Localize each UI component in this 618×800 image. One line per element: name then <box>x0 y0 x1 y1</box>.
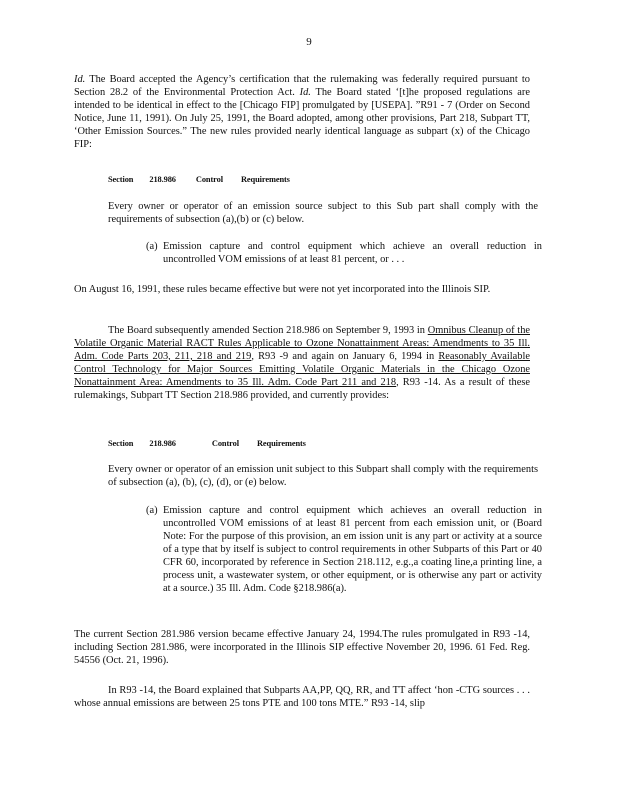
rulemaking-title: Reasonably Available Control Technology for Major Sources Emitting Volatile Organic Materials in the Chicago Ozone Nonattainment Area: Amendments to 35 Ill. Adm. Code Part 211 and 218 <box>74 351 530 388</box>
paragraph-effective: On August 16, 1991, these rules became effective but were not yet incorporated into the Illinois SIP. <box>74 284 491 295</box>
section-title-word: Requirements <box>256 439 306 448</box>
quoted-subsection-a <box>146 504 542 595</box>
paragraph-text: The Board stated ‘[t]he proposed regulations are intended to be identical in effect to the [Chicago FIP] promulgated by [USEPA]. ”R91 - 7 (Order on Second Notice, June 11, 1991). On July 25, 1991, the Board adopted, among other provisions, Part 218, Subpart TT, ‘Other Emission Sources.” The new rules provided nearly identical language as subpart (x) of the Chicago FIP: <box>74 87 530 150</box>
section-label: Section <box>108 175 134 184</box>
section-number: 218.986 <box>149 175 176 184</box>
paragraph-r93-14: In R93 -14, the Board explained that Subparts AA,PP, QQ, RR, and TT affect ‘hon -CTG sources . . . whose annual emissions are between 25 tons PTE and 100 tons MTE.” R93 -14, slip <box>74 685 530 709</box>
subsection-label: (a) <box>146 505 158 516</box>
quoted-rule-text: Every owner or operator of an emission unit subject to this Subpart shall comply with the requirements of subsection (a), (b), (c), (d), or (e) below. <box>108 464 538 488</box>
paragraph-text: , R93 -14. As a result of these rulemakings, Subpart TT Section 218.986 provided, and currently provides: <box>74 377 530 401</box>
paragraph-text: The Board accepted the Agency’s certification that the rulemaking was federally required pursuant to Section 28.2 of the Environmental Protection Act. <box>74 74 530 98</box>
section-label: Section <box>108 439 134 448</box>
section-number: 218.986 <box>149 439 176 448</box>
citation-id: Id. <box>299 87 311 98</box>
paragraph-board-accepted <box>74 73 530 151</box>
citation-id: Id. <box>74 74 86 85</box>
page-number: 9 <box>306 36 312 48</box>
subsection-label: (a) <box>146 241 158 252</box>
paragraph-current-version: The current Section 281.986 version became effective January 24, 1994.The rules promulgated in R93 -14, including Section 281.986, were incorporated in the Illinois SIP effective November 20, 1996. 61 Fed. Reg. 54556 (Oct. 21, 1996). <box>74 629 530 666</box>
quoted-rule-text: Every owner or operator of an emission source subject to this Sub part shall comply with the requirements of subsection (a),(b) or (c) below. <box>108 201 538 225</box>
section-heading <box>108 437 306 450</box>
paragraph-text: , R93 -9 and again on January 6, 1994 in <box>251 351 439 362</box>
section-heading <box>108 173 290 186</box>
section-title-word: Control <box>195 175 223 184</box>
rulemaking-title: Omnibus Cleanup of the Volatile Organic Material RACT Rules Applicable to Ozone Nonattainment Areas: Amendments to 35 Ill. Adm. Code Parts 203, 211, 218 and 219 <box>74 325 530 362</box>
subsection-text: Emission capture and control equipment which achieve an overall reduction in uncontrolled VOM emissions of at least 81 percent, or . . . <box>163 241 542 265</box>
quoted-subsection-a <box>146 240 542 266</box>
section-title-word: Control <box>211 439 239 448</box>
paragraph-text: The Board subsequently amended Section 218.986 on September 9, 1993 in <box>108 325 428 336</box>
paragraph-amended <box>74 324 530 402</box>
subsection-text: Emission capture and control equipment which achieves an overall reduction in uncontrolled VOM emissions of at least 81 percent from each emission unit, or (Board Note: For the purpose of this provision, an em ission unit is any part or activity at a source of a type that by itself is subject to control requirements in other Subparts of this Part or 40 CFR 60, incorporated by reference in Section 218.112, e.g.,a coating line,a printing line, a process unit, a wastewater system, or other equipment, or is otherwise any part or activity at a source.) 35 Ill. Adm. Code §218.986(a). <box>163 505 542 594</box>
section-title-word: Requirements <box>240 175 290 184</box>
